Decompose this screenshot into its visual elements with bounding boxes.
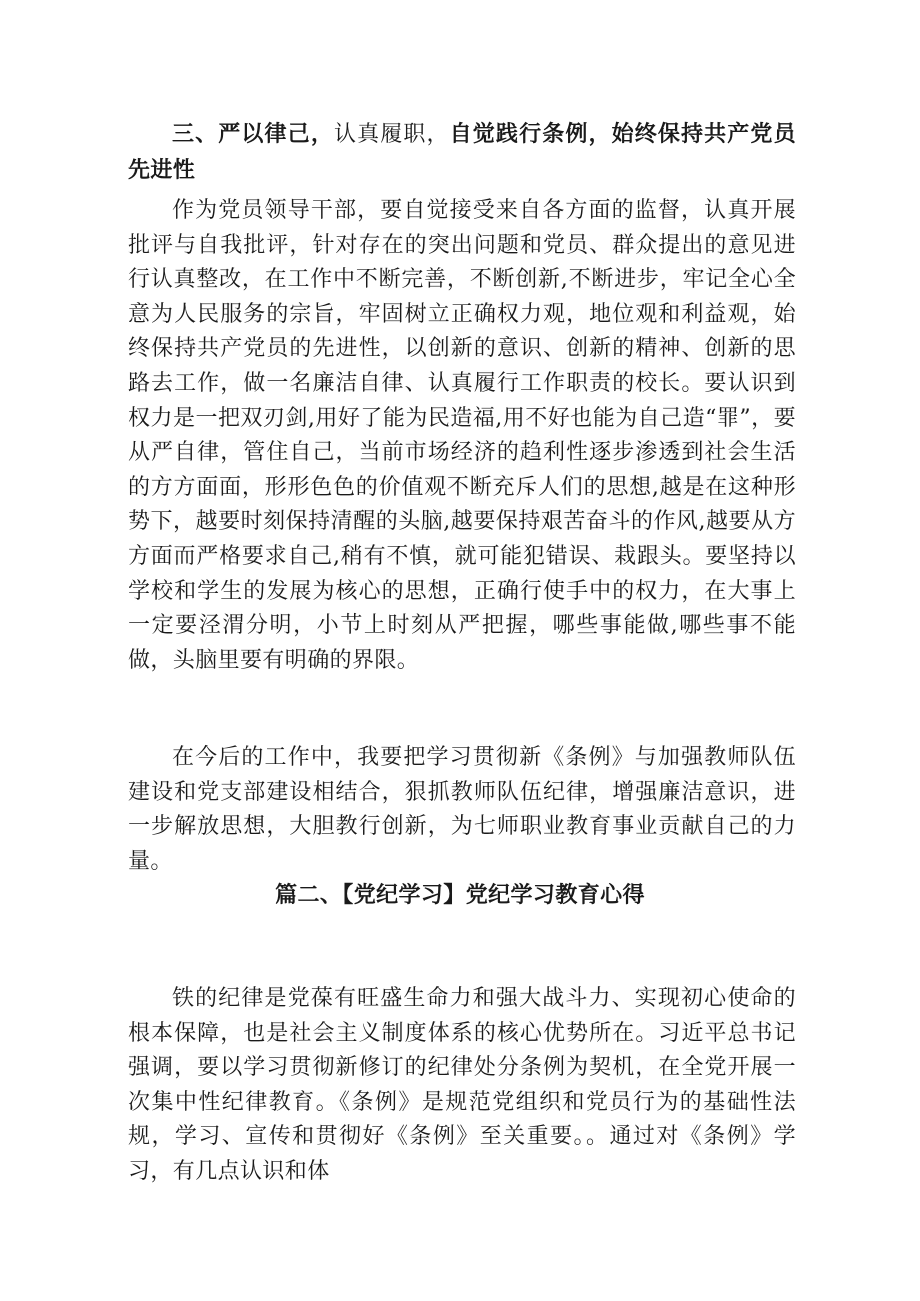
body-paragraph-3: 铁的纪律是党葆有旺盛生命力和强大战斗力、实现初心使命的根本保障，也是社会主义制度体系的核心优势所在。习近平总书记强调，要以学习贯彻新修订的纪律处分条例为契机，在全党开展一次集中性纪律教育。《条例》是规范党组织和党员行为的基础性法规，学习、宣传和贯彻好《条例》至关重要。。通过对《条例》学习，有几点认识和体 <box>128 986 796 1184</box>
heading-text <box>128 117 796 187</box>
section-heading-three <box>128 117 796 187</box>
heading-bold-part-2: 自觉践行条例，始终保持共产党员先进性 <box>128 121 796 183</box>
body-paragraph-2: 在今后的工作中，我要把学习贯彻新《条例》与加强教师队伍建设和党支部建设相结合，狠抓教师队伍纪律，增强廉洁意识，进一步解放思想，大胆教行创新，为七师职业教育事业贡献自己的力量。 <box>128 745 796 874</box>
body-paragraph-1: 作为党员领导干部，要自觉接受来自各方面的监督，认真开展批评与自我批评，针对存在的突出问题和党员、群众提出的意见进行认真整改，在工作中不断完善，不断创新,不断进步，牢记全心全意为人民服务的宗旨，牢固树立正确权力观，地位观和利益观，始终保持共产党员的先进性，以创新的意识、创新的精神、创新的思路去工作，做一名廉洁自律、认真履行工作职责的校长。要认识到权力是一把双刃剑,用好了能为民造福,用不好也能为自己造“罪”，要从严自律，管住自己，当前市场经济的趋利性逐步渗透到社会生活的方方面面，形形色色的价值观不断充斥人们的思想,越是在这种形势下，越要时刻保持清醒的头脑,越要保持艰苦奋斗的作风,越要从方方面而严格要求自己,稍有不慎，就可能犯错误、栽跟头。要坚持以学校和学生的发展为核心的思想，正确行使手中的权力，在大事上一定要泾渭分明，小节上时刻从严把握，哪些事能做,哪些事不能做，头脑里要有明确的界限。 <box>128 198 796 673</box>
heading-bold-part-1: 三、严以律己， <box>172 121 334 147</box>
chapter-title: 篇二、【党纪学习】党纪学习教育心得 <box>275 882 645 908</box>
heading-normal-part: 认真履职， <box>333 122 450 147</box>
